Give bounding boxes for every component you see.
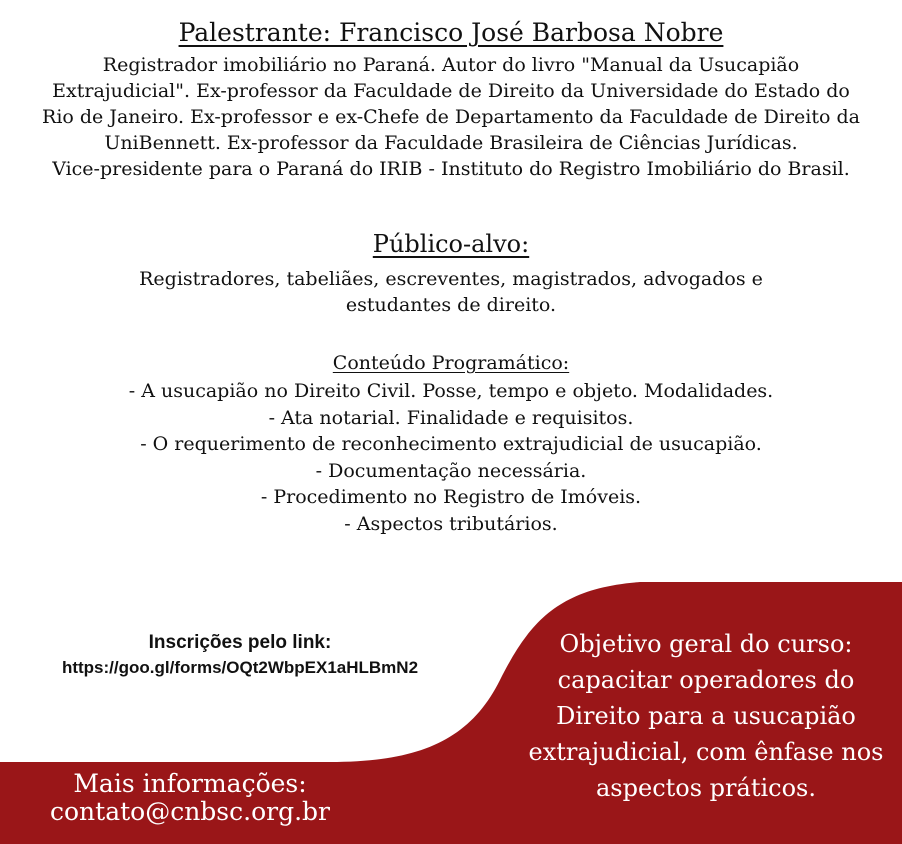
bio-line: Vice-presidente para o Paraná do IRIB - Instituto do Registro Imobiliário do Brasil. — [52, 158, 850, 180]
speaker-heading: Palestrante: Francisco José Barbosa Nobre — [178, 18, 724, 47]
contact-block — [20, 770, 360, 826]
registration-label: Inscrições pelo link: — [148, 632, 332, 653]
speaker-bio — [0, 52, 902, 182]
program-item: - Procedimento no Registro de Imóveis. — [260, 486, 642, 508]
program-list — [0, 378, 902, 537]
bio-line: Extrajudicial". Ex-professor da Faculdade de Direito da Universidade do Estado do — [52, 80, 850, 102]
bio-line: UniBennett. Ex-professor da Faculdade Brasileira de Ciências Jurídicas. — [104, 132, 798, 154]
audience-heading: Público-alvo: — [372, 230, 530, 258]
registration-link[interactable]: https://goo.gl/forms/OQt2WbpEX1aHLBmN2 — [61, 658, 419, 677]
audience-text — [0, 266, 902, 318]
objective-line: Objetivo geral do curso: — [559, 630, 853, 658]
contact-email[interactable]: contato@cnbsc.org.br — [50, 797, 330, 826]
contact-label: Mais informações: — [73, 769, 307, 798]
objective-line: extrajudicial, com ênfase nos — [528, 738, 884, 766]
program-item: - Documentação necessária. — [315, 459, 587, 482]
audience-line: Registradores, tabeliães, escreventes, magistrados, advogados e — [139, 268, 763, 290]
program-item: - A usucapião no Direito Civil. Posse, tempo e objeto. Modalidades. — [128, 380, 774, 402]
program-heading: Conteúdo Programático: — [332, 352, 570, 374]
objective-line: aspectos práticos. — [596, 774, 816, 802]
bio-line: Registrador imobiliário no Paraná. Autor do livro "Manual da Usucapião — [102, 54, 800, 76]
objective-block — [510, 626, 902, 806]
program-item: - Ata notarial. Finalidade e requisitos. — [268, 406, 634, 429]
program-item: - Aspectos tributários. — [344, 512, 558, 535]
audience-line: estudantes de direito. — [345, 294, 557, 316]
objective-line: Direito para a usucapião — [556, 702, 856, 730]
program-item: - O requerimento de reconhecimento extrajudicial de usucapião. — [140, 433, 762, 455]
objective-line: capacitar operadores do — [557, 666, 855, 694]
bio-line: Rio de Janeiro. Ex-professor e ex-Chefe de Departamento da Faculdade de Direito da — [42, 106, 860, 128]
registration-block — [10, 630, 470, 680]
